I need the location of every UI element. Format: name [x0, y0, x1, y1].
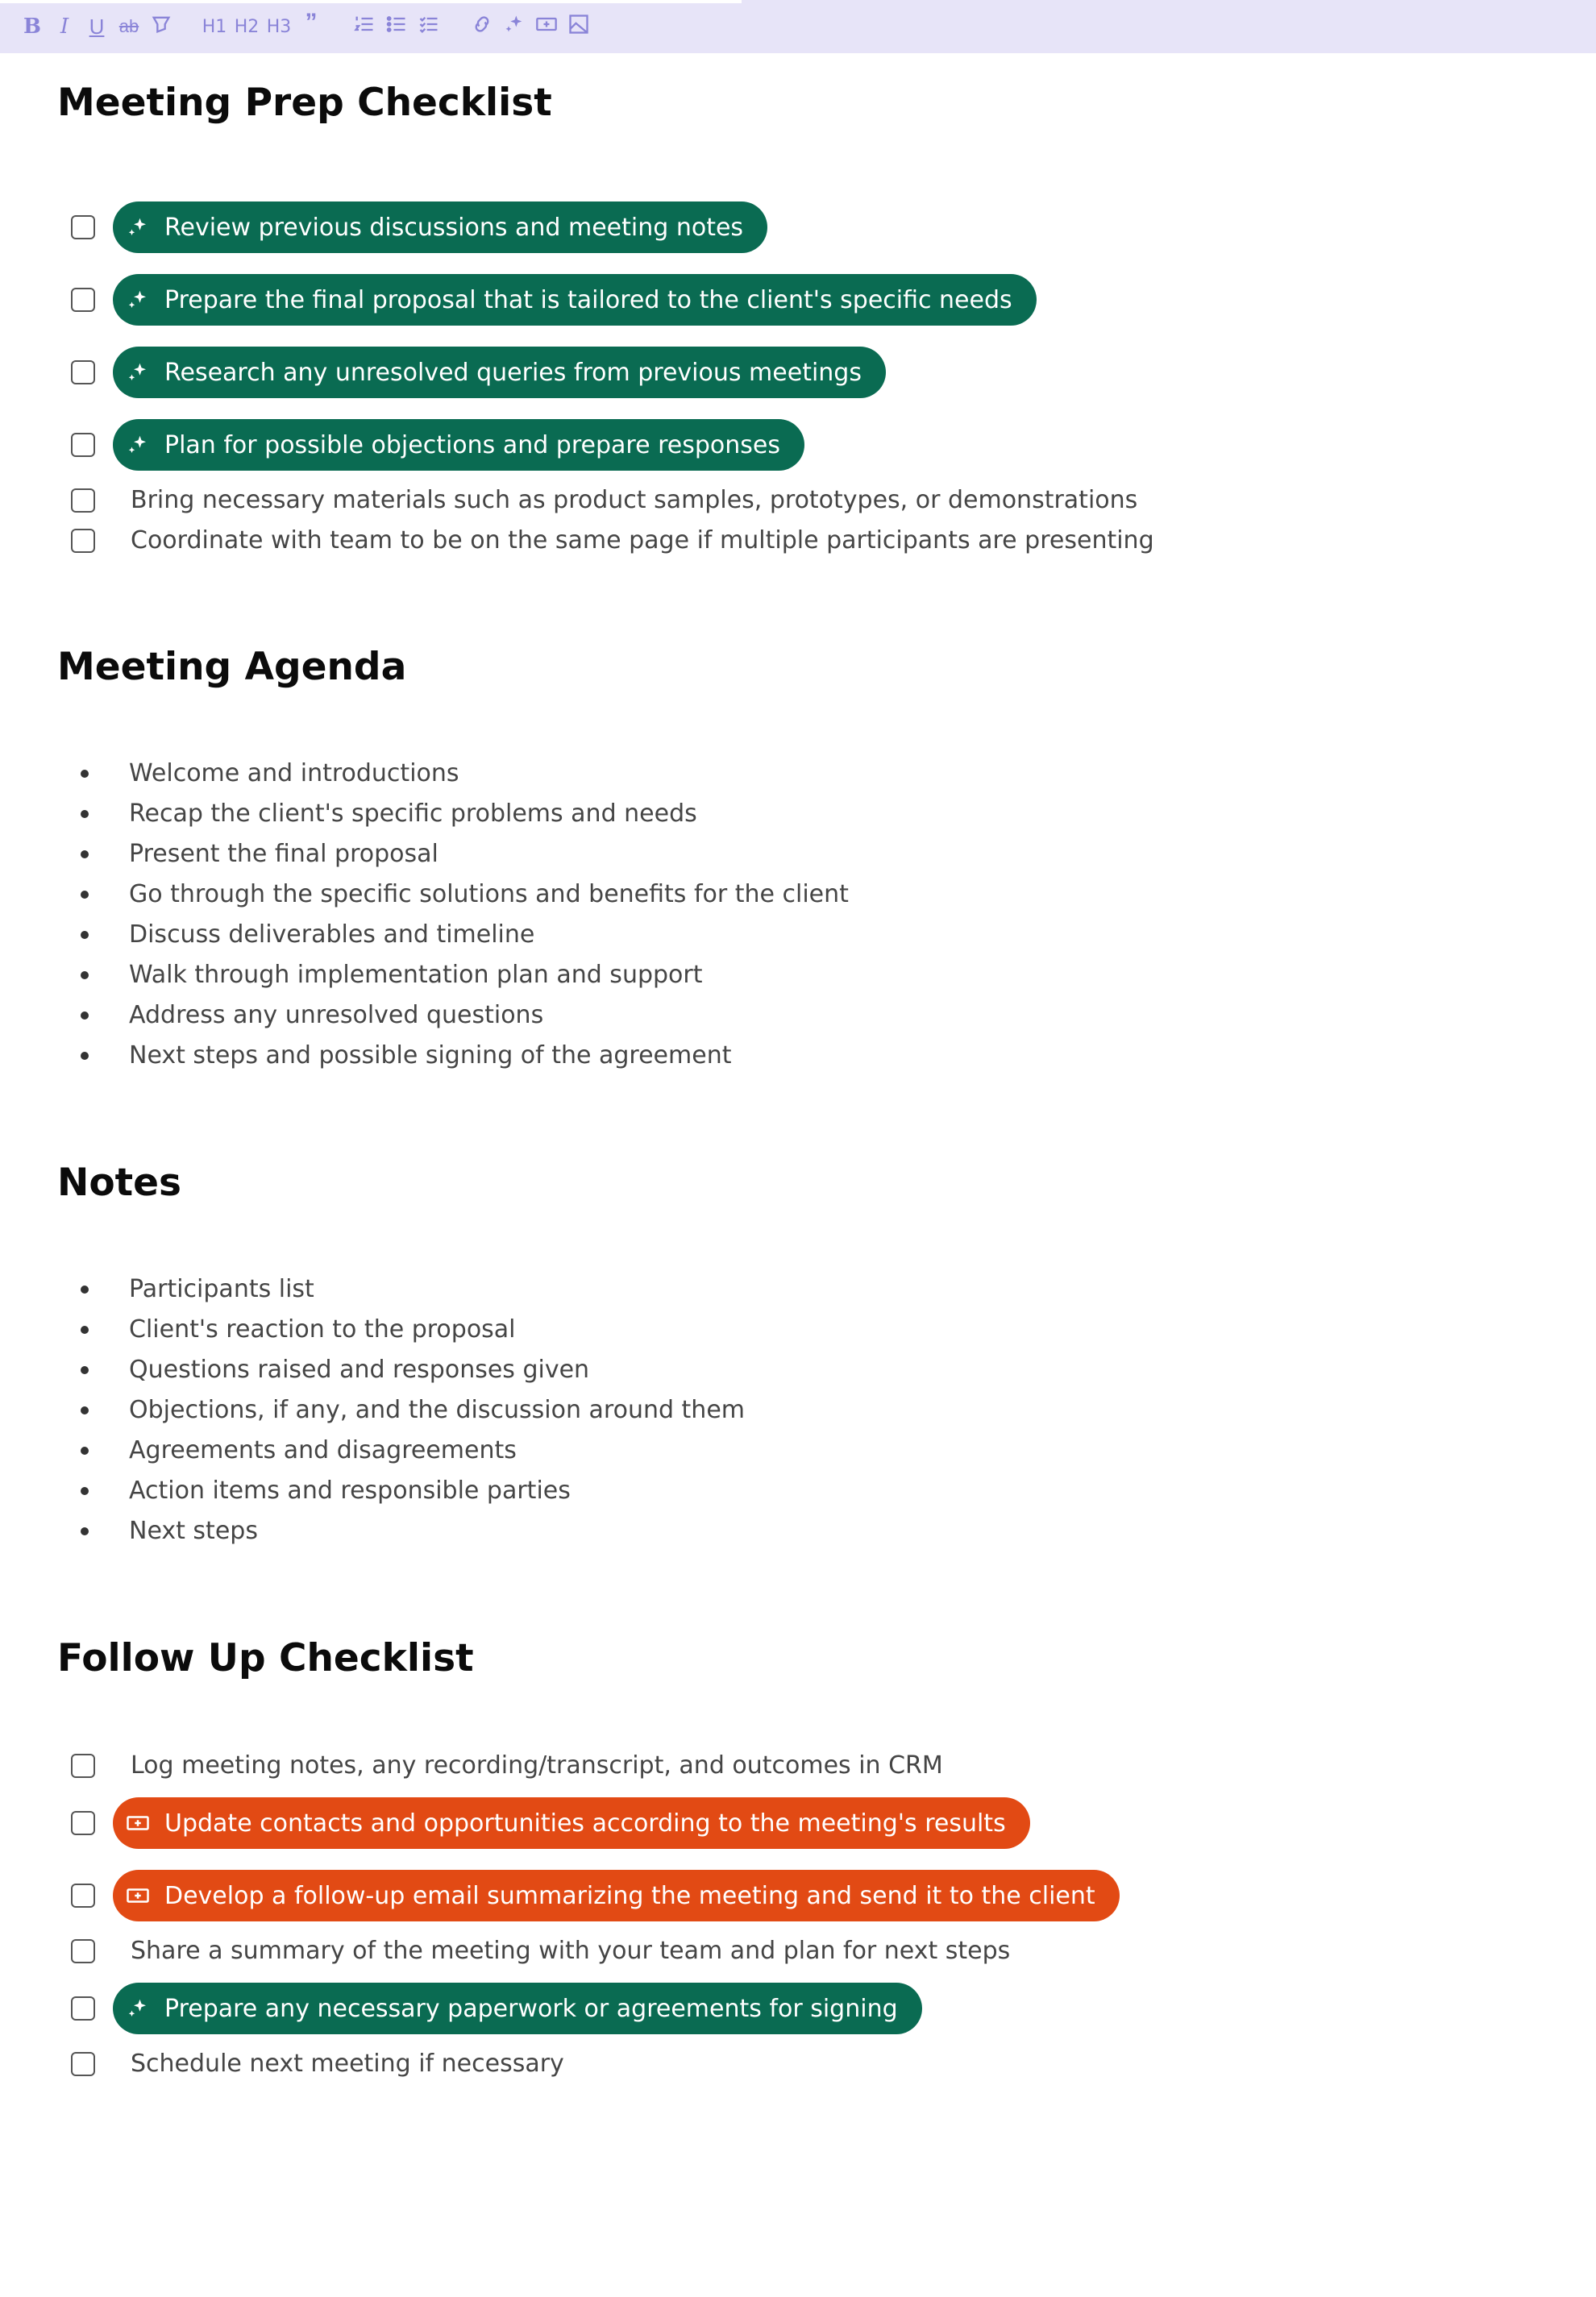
bullet-icon — [81, 1052, 89, 1060]
ai-action-pill[interactable] — [113, 419, 804, 471]
list-item — [81, 1517, 258, 1545]
checkbox[interactable] — [71, 1754, 95, 1778]
bullet-icon — [81, 971, 89, 979]
list-item-text: Welcome and introductions — [129, 759, 459, 787]
checklist-item — [71, 486, 1137, 514]
strikethrough-icon: ab — [118, 16, 139, 36]
strikethrough-button[interactable] — [113, 10, 145, 43]
ai-action-pill[interactable] — [113, 201, 767, 253]
list-item — [81, 840, 438, 868]
checkbox[interactable] — [71, 433, 95, 457]
checkbox[interactable] — [71, 360, 95, 384]
list-item — [81, 880, 849, 908]
checklist-item-text: Research any unresolved queries from previous meetings — [164, 358, 862, 387]
checklist-item-text: Share a summary of the meeting with your team and plan for next steps — [131, 1937, 1011, 1965]
checklist-item-text: Coordinate with team to be on the same page if multiple participants are presenting — [131, 526, 1154, 555]
list-item — [81, 800, 697, 828]
bullet-icon — [81, 1487, 89, 1495]
checklist-item-text: Update contacts and opportunities according to the meeting's results — [164, 1809, 1006, 1838]
list-item — [81, 1041, 731, 1070]
ordered-list-icon — [353, 13, 376, 41]
list-item-text: Questions raised and responses given — [129, 1356, 590, 1384]
list-item-text: Recap the client's specific problems and needs — [129, 800, 697, 828]
checklist-item — [71, 2050, 564, 2078]
checklist-item — [71, 1797, 1030, 1849]
checklist-item — [71, 274, 1037, 326]
ai-action-pill[interactable] — [113, 274, 1037, 326]
section-title-agenda: Meeting Agenda — [57, 645, 407, 689]
bullet-icon — [81, 1527, 89, 1535]
list-item — [81, 1275, 314, 1303]
bullet-icon — [81, 1011, 89, 1020]
list-item — [81, 961, 703, 989]
checklist-item-text: Review previous discussions and meeting notes — [164, 213, 744, 242]
sparkles-icon — [124, 286, 152, 314]
quote-icon: ” — [305, 9, 318, 35]
bullet-icon — [81, 1406, 89, 1414]
highlighter-icon — [150, 13, 172, 41]
section-title-followup: Follow Up Checklist — [57, 1636, 474, 1680]
checklist-item — [71, 1983, 922, 2034]
highlight-button[interactable] — [145, 10, 177, 43]
list-item-text: Discuss deliverables and timeline — [129, 920, 535, 949]
h3-button[interactable]: H3 — [266, 16, 292, 37]
bullet-icon — [81, 850, 89, 858]
checklist-item — [71, 1937, 1010, 1965]
checkbox[interactable] — [71, 1884, 95, 1908]
check-list-button[interactable] — [413, 10, 445, 43]
list-item-text: Address any unresolved questions — [129, 1001, 544, 1029]
bullet-icon — [81, 891, 89, 899]
list-item-text: Present the final proposal — [129, 840, 438, 868]
sparkles-icon — [124, 214, 152, 241]
bullet-icon — [81, 810, 89, 818]
bullet-list-button[interactable] — [380, 10, 413, 43]
list-item — [81, 1315, 516, 1344]
list-item — [81, 759, 459, 787]
ai-button[interactable] — [498, 10, 530, 43]
bullet-icon — [81, 931, 89, 939]
italic-button[interactable] — [48, 10, 81, 43]
list-item-text: Objections, if any, and the discussion around them — [129, 1396, 746, 1424]
checklist-item-text: Prepare any necessary paperwork or agreements for signing — [164, 1994, 898, 2023]
checkbox[interactable] — [71, 288, 95, 312]
bullet-list-icon — [385, 13, 408, 41]
image-button[interactable] — [563, 10, 595, 43]
checklist-item — [71, 201, 767, 253]
bold-icon: B — [23, 15, 41, 39]
section-title-prep: Meeting Prep Checklist — [57, 81, 552, 125]
h1-button[interactable]: H1 — [202, 16, 227, 37]
list-item — [81, 1001, 543, 1029]
field-icon — [124, 1882, 152, 1909]
bullet-icon — [81, 1447, 89, 1455]
checkbox[interactable] — [71, 529, 95, 553]
list-item — [81, 1356, 589, 1384]
bullet-icon — [81, 770, 89, 778]
checklist-item — [71, 419, 804, 471]
checklist-icon — [418, 13, 440, 41]
ai-action-pill[interactable] — [113, 1983, 922, 2034]
underline-button[interactable] — [81, 10, 113, 43]
checklist-item — [71, 1870, 1120, 1921]
list-item — [81, 1477, 571, 1505]
section-title-notes: Notes — [57, 1161, 181, 1205]
checklist-item-text: Schedule next meeting if necessary — [131, 2050, 564, 2078]
sparkles-icon — [503, 13, 526, 41]
list-item-text: Next steps — [129, 1517, 258, 1545]
list-item-text: Next steps and possible signing of the agreement — [129, 1041, 732, 1070]
checkbox[interactable] — [71, 1996, 95, 2021]
checklist-item-text: Log meeting notes, any recording/transcript, and outcomes in CRM — [131, 1751, 943, 1780]
checkbox[interactable] — [71, 1939, 95, 1963]
quote-button[interactable] — [295, 10, 327, 43]
field-action-pill[interactable] — [113, 1870, 1120, 1921]
checklist-item — [71, 1751, 943, 1780]
field-icon — [535, 13, 558, 41]
bullet-icon — [81, 1286, 89, 1294]
checkbox[interactable] — [71, 2052, 95, 2076]
list-item — [81, 1396, 745, 1424]
checklist-item-text: Plan for possible objections and prepare responses — [164, 430, 780, 459]
ordered-list-button[interactable] — [348, 10, 380, 43]
checklist-item — [71, 526, 1154, 555]
list-item-text: Go through the specific solutions and benefits for the client — [129, 880, 849, 908]
formatting-toolbar — [0, 0, 1596, 53]
list-item-text: Client's reaction to the proposal — [129, 1315, 516, 1344]
bullet-icon — [81, 1366, 89, 1374]
ai-action-pill[interactable] — [113, 347, 886, 398]
sparkles-icon — [124, 431, 152, 459]
checkbox[interactable] — [71, 488, 95, 513]
list-item-text: Walk through implementation plan and support — [129, 961, 703, 989]
list-item — [81, 920, 534, 949]
checklist-item-text: Develop a follow-up email summarizing the meeting and send it to the client — [164, 1881, 1095, 1910]
sparkles-icon — [124, 1995, 152, 2022]
field-button[interactable] — [530, 10, 563, 43]
toolbar-top-strip — [0, 0, 742, 3]
checkbox[interactable] — [71, 1811, 95, 1835]
field-action-pill[interactable] — [113, 1797, 1030, 1849]
list-item-text: Agreements and disagreements — [129, 1436, 517, 1464]
list-item-text: Action items and responsible parties — [129, 1477, 571, 1505]
checklist-item-text: Prepare the final proposal that is tailored to the client's specific needs — [164, 285, 1012, 314]
image-icon — [567, 13, 590, 41]
field-icon — [124, 1809, 152, 1837]
checklist-item — [71, 347, 886, 398]
list-item — [81, 1436, 517, 1464]
checkbox[interactable] — [71, 215, 95, 239]
bold-button[interactable] — [16, 10, 48, 43]
bullet-icon — [81, 1326, 89, 1334]
sparkles-icon — [124, 359, 152, 386]
h2-button[interactable]: H2 — [234, 16, 260, 37]
checklist-item-text: Bring necessary materials such as product samples, prototypes, or demonstrations — [131, 486, 1138, 514]
link-button[interactable] — [466, 10, 498, 43]
list-item-text: Participants list — [129, 1275, 314, 1303]
italic-icon: I — [60, 15, 69, 39]
link-icon — [471, 13, 493, 41]
underline-icon: U — [89, 14, 105, 39]
